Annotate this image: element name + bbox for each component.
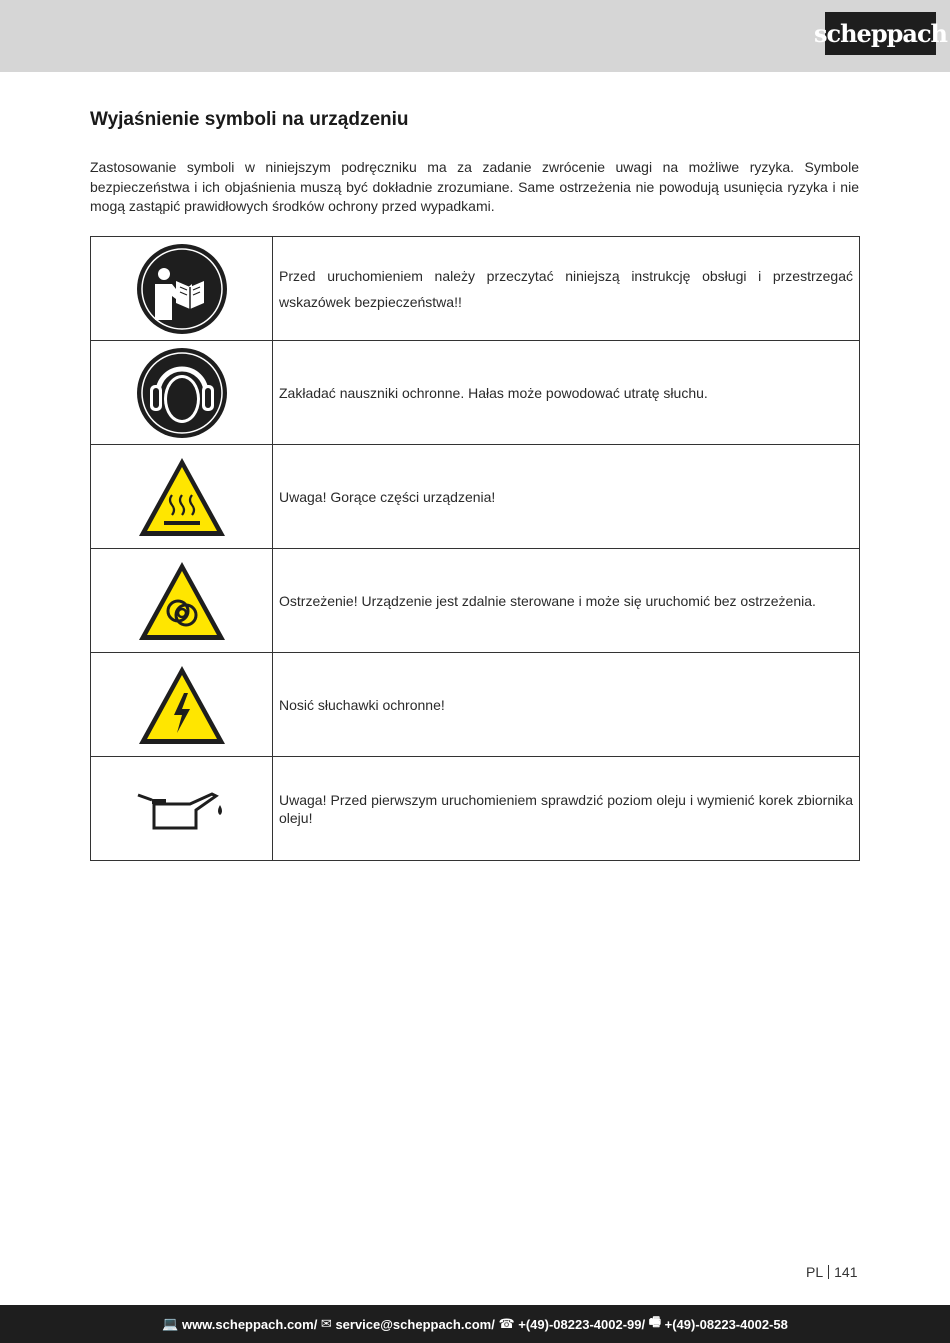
footer-separator: / [641, 1316, 646, 1332]
symbol-description: Uwaga! Gorące części urządzenia! [273, 445, 860, 549]
table-row [91, 445, 860, 549]
ear-protection-icon [136, 347, 228, 439]
page-lang: PL [806, 1264, 824, 1280]
icon-cell [91, 549, 273, 653]
computer-icon: 💻 [162, 1316, 182, 1331]
footer-email[interactable]: service@scheppach.com [335, 1316, 492, 1332]
icon-cell [91, 653, 273, 757]
table-row [91, 757, 860, 861]
footer-separator: / [491, 1316, 495, 1332]
icon-cell [91, 341, 273, 445]
oil-can-icon [136, 787, 228, 831]
page-number [806, 1264, 857, 1280]
footer-separator: / [313, 1316, 318, 1332]
footer-band [0, 1305, 950, 1343]
symbol-description: Przed uruchomieniem należy przeczytać niniejszą instrukcję obsługi i przestrzegać wskazówek bezpieczeństwa!! [273, 237, 860, 341]
symbol-description: Ostrzeżenie! Urządzenie jest zdalnie sterowane i może się uruchomić bez ostrzeżenia. [273, 549, 860, 653]
envelope-icon: ✉ [317, 1316, 336, 1331]
table-row [91, 549, 860, 653]
symbol-description: Zakładać nauszniki ochronne. Hałas może powodować utratę słuchu. [273, 341, 860, 445]
remote-start-warning-icon [136, 559, 228, 643]
symbols-table [90, 236, 860, 861]
page-separator [828, 1265, 829, 1279]
table-row [91, 237, 860, 341]
symbol-description: Uwaga! Przed pierwszym uruchomieniem sprawdzić poziom oleju i wymienić korek zbiornika oleju! [273, 757, 860, 861]
table-row [91, 653, 860, 757]
fax-icon: 🖷 [645, 1314, 665, 1329]
icon-cell [91, 237, 273, 341]
page-number-value: 141 [834, 1264, 858, 1280]
footer-phone: +(49)-08223-4002-99 [518, 1316, 642, 1332]
read-manual-icon [136, 243, 228, 335]
page-title: Wyjaśnienie symboli na urządzeniu [90, 109, 409, 130]
scheppach-logo: scheppach [825, 12, 936, 55]
header-band [0, 0, 950, 72]
footer-website[interactable]: www.scheppach.com [181, 1316, 314, 1332]
icon-cell [91, 757, 273, 861]
symbol-description: Nosić słuchawki ochronne! [273, 653, 860, 757]
telephone-icon: ☎ [494, 1316, 519, 1331]
hot-surface-warning-icon [136, 455, 228, 539]
icon-cell [91, 445, 273, 549]
footer-fax: +(49)-08223-4002-58 [664, 1316, 788, 1332]
table-row [91, 341, 860, 445]
electric-shock-warning-icon [136, 663, 228, 747]
intro-paragraph: Zastosowanie symboli w niniejszym podręczniku ma za zadanie zwrócenie uwagi na możliwe ryzyka. Symbole bezpieczeństwa i ich objaśnienia muszą być dokładnie zrozumiane. Same ostrzeżenia nie powodują usunięcia ryzyka i nie mogą zastąpić prawidłowych środków ochrony przed wypadkami. [90, 159, 859, 214]
